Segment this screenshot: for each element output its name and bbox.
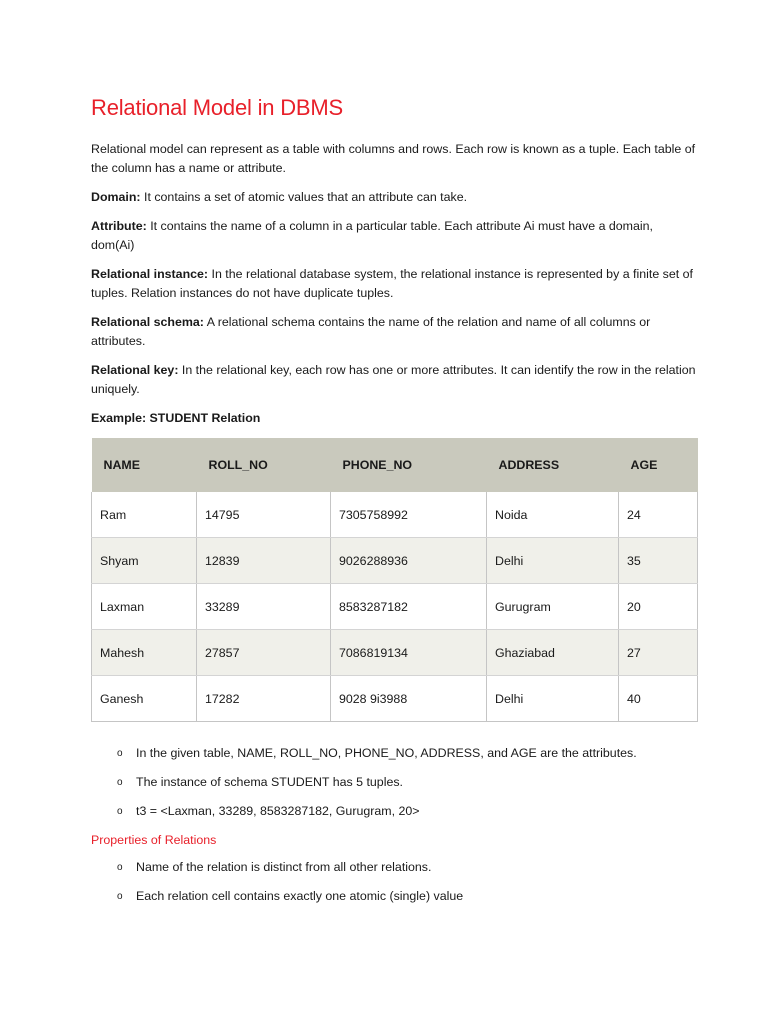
definition-text: In the relational key, each row has one or more attributes. It can identify the row in the relation uniquely. <box>91 363 696 396</box>
cell-name: Mahesh <box>92 630 197 676</box>
cell-address: Ghaziabad <box>487 630 619 676</box>
definition-text: A relational schema contains the name of the relation and name of all columns or attributes. <box>91 315 651 348</box>
list-item <box>91 802 698 821</box>
header-roll-no: ROLL_NO <box>197 438 331 492</box>
list-item-text: Name of the relation is distinct from all other relations. <box>136 860 432 874</box>
cell-name: Shyam <box>92 538 197 584</box>
definition-term: Attribute: <box>91 219 147 233</box>
cell-age: 20 <box>619 584 698 630</box>
table-row <box>92 676 698 722</box>
list-item <box>91 773 698 792</box>
definition-relational-schema <box>91 313 698 351</box>
definition-relational-instance <box>91 265 698 303</box>
page-title: Relational Model in DBMS <box>91 95 343 120</box>
definition-domain <box>91 188 698 207</box>
bullet-marker: o <box>117 748 123 759</box>
bullet-marker: o <box>117 806 123 817</box>
cell-address: Noida <box>487 492 619 538</box>
list-item-text: Each relation cell contains exactly one atomic (single) value <box>136 889 464 903</box>
cell-phone-no: 9026288936 <box>331 538 487 584</box>
cell-name: Ganesh <box>92 676 197 722</box>
cell-roll-no: 33289 <box>197 584 331 630</box>
cell-age: 27 <box>619 630 698 676</box>
cell-age: 35 <box>619 538 698 584</box>
header-address: ADDRESS <box>487 438 619 492</box>
definition-term: Relational schema: <box>91 315 204 329</box>
list-item-text: The instance of schema STUDENT has 5 tuples. <box>136 775 403 789</box>
properties-heading: Properties of Relations <box>91 833 217 847</box>
cell-address: Delhi <box>487 538 619 584</box>
cell-phone-no: 7086819134 <box>331 630 487 676</box>
student-relation-table <box>91 438 698 722</box>
cell-name: Laxman <box>92 584 197 630</box>
list-item <box>91 744 698 763</box>
list-item <box>91 858 698 877</box>
cell-age: 24 <box>619 492 698 538</box>
bullet-marker: o <box>117 777 123 788</box>
definition-term: Relational instance: <box>91 267 209 281</box>
definition-attribute <box>91 217 698 255</box>
table-row <box>92 630 698 676</box>
example-label-text: Example: STUDENT Relation <box>91 411 261 425</box>
list-item-text: t3 = <Laxman, 33289, 8583287182, Gurugram, 20> <box>136 804 420 818</box>
cell-address: Delhi <box>487 676 619 722</box>
table-row <box>92 538 698 584</box>
definition-relational-key <box>91 361 698 399</box>
header-age: AGE <box>619 438 698 492</box>
cell-roll-no: 14795 <box>197 492 331 538</box>
definition-text: In the relational database system, the relational instance is represented by a finite set of tuples. Relation instances do not have duplicate tuples. <box>91 267 693 300</box>
header-name: NAME <box>92 438 197 492</box>
list-item-text: In the given table, NAME, ROLL_NO, PHONE_NO, ADDRESS, and AGE are the attributes. <box>136 746 637 760</box>
definition-term: Domain: <box>91 190 141 204</box>
cell-address: Gurugram <box>487 584 619 630</box>
cell-age: 40 <box>619 676 698 722</box>
intro-paragraph: Relational model can represent as a table with columns and rows. Each row is known as a tuple. Each table of the column has a name or attribute. <box>91 142 696 175</box>
cell-roll-no: 27857 <box>197 630 331 676</box>
notes-list <box>91 744 698 821</box>
table-row <box>92 584 698 630</box>
table-row <box>92 492 698 538</box>
cell-roll-no: 17282 <box>197 676 331 722</box>
properties-list <box>91 858 698 906</box>
cell-name: Ram <box>92 492 197 538</box>
definition-term: Relational key: <box>91 363 179 377</box>
bullet-marker: o <box>117 891 123 902</box>
header-phone-no: PHONE_NO <box>331 438 487 492</box>
definition-text: It contains a set of atomic values that an attribute can take. <box>140 190 468 204</box>
bullet-marker: o <box>117 862 123 873</box>
cell-phone-no: 9028 9i3988 <box>331 676 487 722</box>
list-item <box>91 887 698 906</box>
table-header-row <box>92 438 698 492</box>
cell-phone-no: 8583287182 <box>331 584 487 630</box>
definition-text: It contains the name of a column in a particular table. Each attribute Ai must have a domain, dom(Ai) <box>91 219 653 252</box>
cell-phone-no: 7305758992 <box>331 492 487 538</box>
cell-roll-no: 12839 <box>197 538 331 584</box>
example-label <box>91 409 698 428</box>
